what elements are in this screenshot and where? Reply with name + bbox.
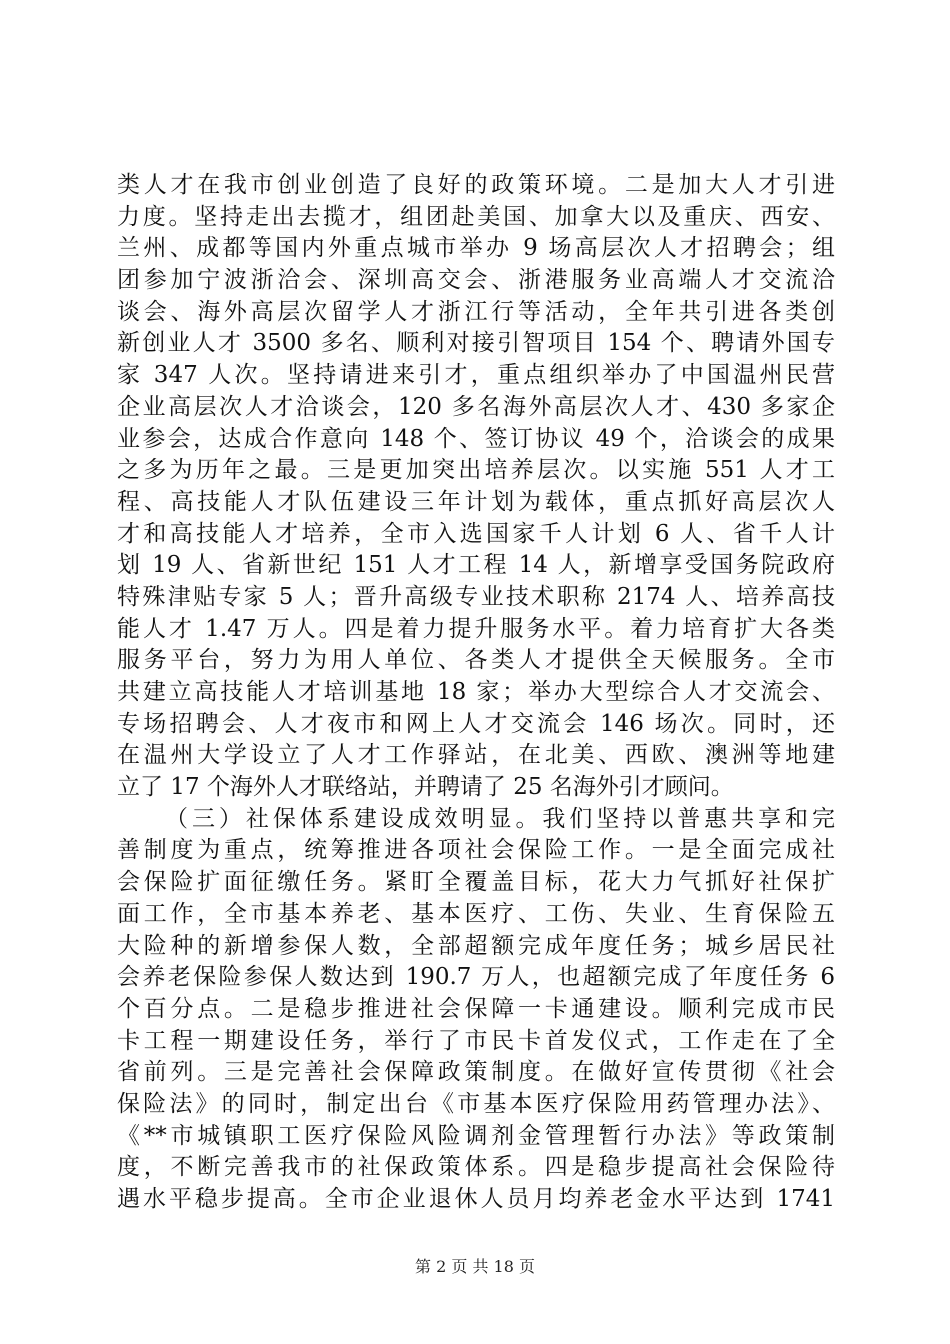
text-line: 特殊津贴专家 5 人；晋升高级专业技术职称 2174 人、培养高技	[117, 583, 835, 610]
text-line: 省前列。三是完善社会保障政策制度。在做好宣传贯彻《社会	[117, 1059, 835, 1086]
text-line: 专场招聘会、人才夜市和网上人才交流会 146 场次。同时，还	[117, 710, 835, 737]
text-line: 大险种的新增参保人数，全部超额完成年度任务；城乡居民社	[117, 932, 835, 959]
section-heading-line: （三）社保体系建设成效明显。我们坚持以普惠共享和完	[165, 805, 835, 832]
text-line: 立了 17 个海外人才联络站，并聘请了 25 名海外引才顾问。	[117, 774, 734, 801]
text-line: 谈会、海外高层次留学人才浙江行等活动，全年共引进各类创	[117, 298, 835, 325]
text-line: 卡工程一期建设任务，举行了市民卡首发仪式，工作走在了全	[117, 1027, 835, 1054]
text-line: 兰州、成都等国内外重点城市举办 9 场高层次人才招聘会；组	[117, 235, 835, 262]
page-number-footer: 第 2 页 共 18 页	[415, 1257, 535, 1276]
text-line: 遇水平稳步提高。全市企业退休人员月均养老金水平达到 1741	[117, 1186, 835, 1212]
text-line: 程、高技能人才队伍建设三年计划为载体，重点抓好高层次人	[117, 488, 835, 515]
text-line: 划 19 人、省新世纪 151 人才工程 14 人，新增享受国务院政府	[117, 552, 835, 579]
text-line: 在温州大学设立了人才工作驿站，在北美、西欧、澳洲等地建	[117, 742, 835, 769]
document-body	[117, 170, 835, 1216]
text-line: 新创业人才 3500 多名、顺利对接引智项目 154 个、聘请外国专	[117, 330, 835, 357]
text-line: 类人才在我市创业创造了良好的政策环境。二是加大人才引进	[117, 172, 835, 198]
text-line: 业参会，达成合作意向 148 个、签订协议 49 个，洽谈会的成果	[117, 425, 835, 452]
text-line: 服务平台，努力为用人单位、各类人才提供全天候服务。全市	[117, 647, 835, 674]
text-line: 《**市城镇职工医疗保险风险调剂金管理暂行办法》等政策制	[117, 1122, 835, 1149]
text-line: 才和高技能人才培养，全市入选国家千人计划 6 人、省千人计	[117, 520, 835, 547]
text-line: 善制度为重点，统筹推进各项社会保险工作。一是全面完成社	[117, 837, 835, 864]
text-line: 会养老保险参保人数达到 190.7 万人，也超额完成了年度任务 6	[117, 964, 835, 991]
text-line: 力度。坚持走出去揽才，组团赴美国、加拿大以及重庆、西安、	[117, 203, 835, 230]
text-line: 共建立高技能人才培训基地 18 家；举办大型综合人才交流会、	[117, 679, 835, 705]
text-line: 保险法》的同时，制定出台《市基本医疗保险用药管理办法》、	[117, 1090, 835, 1117]
text-line: 度，不断完善我市的社保政策体系。四是稳步提高社会保险待	[117, 1154, 835, 1181]
text-line: 能人才 1.47 万人。四是着力提升服务水平。着力培育扩大各类	[117, 615, 835, 642]
text-line: 团参加宁波浙洽会、深圳高交会、浙港服务业高端人才交流洽	[117, 267, 835, 294]
text-line: 面工作，全市基本养老、基本医疗、工伤、失业、生育保险五	[117, 900, 835, 927]
text-line: 个百分点。二是稳步推进社会保障一卡通建设。顺利完成市民	[117, 995, 835, 1022]
text-line: 之多为历年之最。三是更加突出培养层次。以实施 551 人才工	[117, 457, 835, 484]
text-line: 企业高层次人才洽谈会，120 多名海外高层次人才、430 多家企	[117, 393, 835, 420]
text-line: 会保险扩面征缴任务。紧盯全覆盖目标，花大力气抓好社保扩	[117, 869, 835, 896]
text-line: 家 347 人次。坚持请进来引才，重点组织举办了中国温州民营	[117, 362, 835, 389]
